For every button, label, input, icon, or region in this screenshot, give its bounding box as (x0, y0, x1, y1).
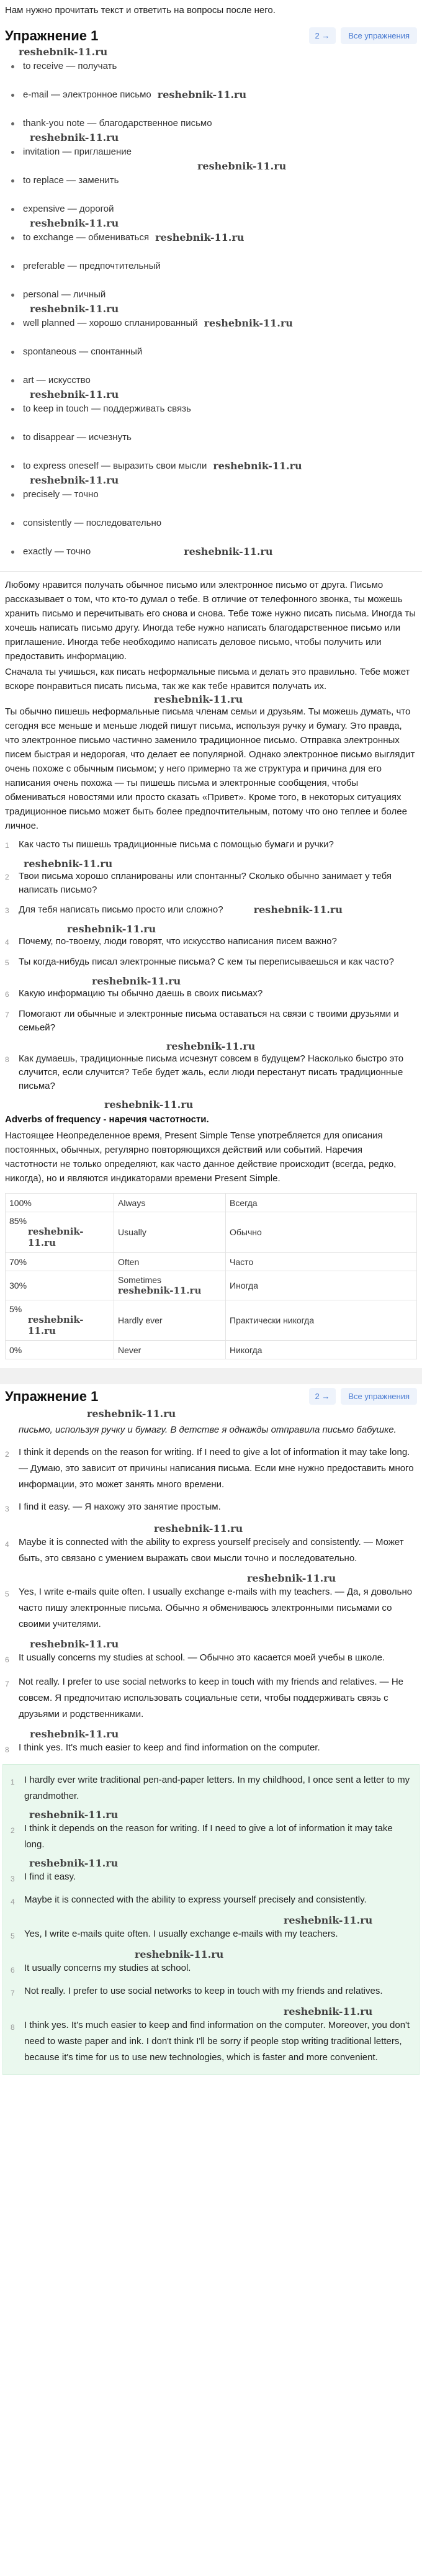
vocab-item: to exchange — обмениваться reshebnik-11.ru (11, 229, 417, 246)
table-row (6, 1212, 417, 1253)
vocab-item: invitation — приглашение (11, 143, 417, 161)
percent-cell: 85% reshebnik-11.ru (6, 1212, 114, 1253)
table-row (6, 1194, 417, 1212)
questions-list (0, 834, 422, 1110)
translation-paragraph: Сначала ты учишься, как писать неформальные письма и делать это правильно. Тебе может вскоре понравиться писать письма, так же как тебе нравится получать их. (5, 667, 410, 691)
answer-item: 3 I find it easy. — Я нахожу это занятие простым. (5, 1502, 221, 1513)
adverb-cell: Usually (114, 1212, 226, 1253)
english-answers-panel (2, 1764, 420, 2075)
bullet-icon (11, 65, 14, 68)
answer-item: 6 It usually concerns my studies at school. — Обычно это касается моей учебы в школе. (5, 1652, 385, 1664)
vocab-item: to receive — получать (11, 58, 417, 75)
vocab-item: precisely — точно (11, 486, 417, 503)
bullet-icon (11, 522, 14, 525)
vocab-item: exactly — точно reshebnik-11.ru (11, 543, 417, 561)
vocab-spacer (11, 246, 417, 258)
table-row (6, 1271, 417, 1300)
bullet-icon (11, 94, 14, 97)
vocab-spacer (11, 332, 417, 343)
watermark: reshebnik-11.ru (118, 1285, 202, 1296)
vocab-item: well planned — хорошо спланированный reshebnik-11.ru (11, 315, 417, 332)
watermark: reshebnik-11.ru (30, 1638, 119, 1650)
watermark: reshebnik-11.ru (157, 89, 247, 101)
next-exercise-button[interactable]: 2 → (309, 27, 336, 44)
vocab-item: to replace — заменить (11, 172, 417, 189)
exercise-header (0, 1384, 422, 1408)
watermark: reshebnik-11.ru (87, 1408, 176, 1420)
vocab-spacer (11, 446, 417, 457)
english-answers-list (6, 1770, 416, 2066)
section-divider (0, 561, 422, 572)
watermark: reshebnik-11.ru (197, 160, 287, 172)
question-item: 3 Для тебя написать письмо просто или сложно? reshebnik-11.ru (5, 903, 417, 917)
bullet-icon (11, 436, 14, 439)
vocab-item: expensive — дорогой (11, 200, 417, 218)
watermark: reshebnik-11.ru (30, 474, 119, 486)
vocab-item: to disappear — исчезнуть (11, 429, 417, 446)
watermark: reshebnik-11.ru (29, 1857, 119, 1869)
vocab-item: to express oneself — выразить свои мысли reshebnik-11.ru (11, 457, 417, 475)
vocab-spacer (11, 75, 417, 86)
intro-text: Нам нужно прочитать текст и ответить на вопросы после него. (5, 5, 276, 16)
vocab-item: thank-you note — благодарственное письмо (11, 115, 417, 132)
watermark: reshebnik-11.ru (30, 303, 119, 315)
watermark: reshebnik-11.ru (184, 546, 273, 557)
watermark: reshebnik-11.ru (104, 1099, 194, 1110)
bullet-icon (11, 379, 14, 382)
bullet-icon (11, 122, 14, 125)
translation-cell: Иногда (226, 1271, 417, 1300)
bullet-icon (11, 208, 14, 211)
adverb-cell: Always (114, 1194, 226, 1212)
watermark: reshebnik-11.ru (284, 1914, 373, 1926)
translation-cell: Никогда (226, 1341, 417, 1359)
answer-item: 4 Maybe it is connected with the ability to express yourself precisely and consistently. (11, 1894, 367, 1906)
exercise-header (0, 22, 422, 47)
bullet-icon (11, 465, 14, 468)
watermark: reshebnik-11.ru (166, 1040, 256, 1052)
translation-cell: Практически никогда (226, 1300, 417, 1341)
all-exercises-button[interactable]: Все упражнения (341, 27, 417, 44)
bullet-icon (11, 322, 14, 325)
answer-item: 1 I hardly ever write traditional pen-and-paper letters. In my childhood, I once sent a letter to my grandmother. (11, 1775, 410, 1801)
frequency-table (5, 1193, 417, 1359)
question-item: 2 Твои письма хорошо спланированы или спонтанны? Сколько обычно занимает у тебя написать письмо? (5, 871, 392, 895)
translation-cell: Всегда (226, 1194, 417, 1212)
bullet-icon (11, 551, 14, 554)
bullet-icon (11, 236, 14, 240)
translation-text (0, 578, 422, 833)
vocab-item: personal — личный (11, 286, 417, 304)
next-exercise-button[interactable]: 2 → (309, 1388, 336, 1405)
watermark: reshebnik-11.ru (154, 693, 243, 705)
watermark: reshebnik-11.ru (92, 975, 181, 987)
answer-item: 2 I think it depends on the reason for writing. If I need to give a lot of information it may take long. (11, 1823, 393, 1850)
exercise-controls (309, 27, 417, 44)
watermark: reshebnik-11.ru (154, 1523, 243, 1534)
answer-item: 3 I find it easy. (11, 1871, 76, 1883)
bullet-icon (11, 265, 14, 268)
vocab-spacer (11, 275, 417, 286)
bullet-icon (11, 151, 14, 154)
vocab-item: art — искусство (11, 372, 417, 389)
vocab-spacer (11, 503, 417, 515)
adverb-cell: Sometimes reshebnik-11.ru (114, 1271, 226, 1300)
bullet-icon (11, 408, 14, 411)
answer-item: 6 It usually concerns my studies at school. (11, 1963, 191, 1975)
bullet-icon (11, 493, 14, 497)
bullet-icon (11, 351, 14, 354)
watermark: reshebnik-11.ru (28, 1314, 84, 1336)
percent-cell: 100% (6, 1194, 114, 1212)
answer-item: 5 Yes, I write e-mails quite often. I usually exchange e-mails with my teachers. (11, 1929, 338, 1940)
watermark: reshebnik-11.ru (135, 1948, 224, 1960)
watermark: reshebnik-11.ru (213, 460, 302, 472)
table-row (6, 1253, 417, 1271)
adverbs-title: Adverbs of frequency - наречия частотности. (5, 1114, 209, 1125)
adverb-cell: Never (114, 1341, 226, 1359)
vocab-item: spontaneous — спонтанный (11, 343, 417, 361)
translation-cell: Часто (226, 1253, 417, 1271)
percent-cell: 0% (6, 1341, 114, 1359)
watermark: reshebnik-11.ru (284, 2006, 373, 2017)
watermark: reshebnik-11.ru (28, 1226, 84, 1248)
translation-cell: Обычно (226, 1212, 417, 1253)
question-item: 4 Почему, по-твоему, люди говорят, что искусство написания писем важно? (5, 936, 337, 947)
vocab-item: e-mail — электронное письмо reshebnik-11.ru (11, 86, 417, 104)
question-item: 8 Как думаешь, традиционные письма исчезнут совсем в будущем? Насколько быстро это случится, если случится? Тебе будет жаль, если люди перестанут писать традиционные письма? (5, 1053, 404, 1091)
watermark: reshebnik-11.ru (30, 389, 119, 400)
adverb-cell: Often (114, 1253, 226, 1271)
percent-cell: 70% (6, 1253, 114, 1271)
percent-cell: 30% (6, 1271, 114, 1300)
watermark: reshebnik-11.ru (30, 217, 119, 229)
translation-paragraph: Любому нравится получать обычное письмо или электронное письмо от друга. Письмо рассказывает о том, что кто-то думал о тебе. В отличие от телефонного звонка, ты можешь хранить письмо и перечитывать его снова и снова. Тебе тоже нужно писать письма. Иногда ты хочешь написать письмо другу. Иногда тебе нужно написать благодарственное письмо или приглашение. Иногда тебе необходимо написать деловое письмо, чтобы получить или предоставить информацию. (5, 580, 416, 662)
answer-item: 5 Yes, I write e-mails quite often. I usually exchange e-mails with my teachers. — Да, я довольно часто пишу электронные письма. Обычно я обмениваюсь электронными письмами со своими учителями. (5, 1587, 413, 1629)
question-item: 5 Ты когда-нибудь писал электронные письма? С кем ты переписываешься и как часто? (5, 957, 394, 967)
vocab-item: consistently — последовательно (11, 515, 417, 532)
answer-item: 8 I think yes. It's much easier to keep and find information on the computer. Moreover, you don't need to waste paper and ink. I don't think I'll be sorry if people stop writing traditional letters, because it's time for us to use new technologies, which is faster and more convenient. (11, 2020, 410, 2063)
watermark: reshebnik-11.ru (67, 923, 156, 935)
table-row (6, 1341, 417, 1359)
bullet-icon (11, 294, 14, 297)
section-separator (0, 1368, 422, 1384)
answer-item: 2 I think it depends on the reason for writing. If I need to give a lot of information it may take long. — Думаю, это зависит от причины написания письма. Если мне нужно предоставить много информации, это может занять много времени. (5, 1447, 414, 1490)
vocab-spacer (11, 104, 417, 115)
question-item: 1 Как часто ты пишешь традиционные письма с помощью бумаги и ручки? (5, 839, 334, 850)
watermark: reshebnik-11.ru (30, 132, 119, 143)
all-exercises-button[interactable]: Все упражнения (341, 1388, 417, 1405)
answer-item: письмо, используя ручку и бумагу. В детстве я однажды отправила письмо бабушке. (19, 1425, 397, 1435)
watermark: reshebnik-11.ru (253, 904, 343, 916)
vocab-list (0, 58, 422, 561)
exercise-controls (309, 1388, 417, 1405)
exercise-title: Упражнение 1 (5, 27, 99, 43)
adverbs-description: Настоящее Неопределенное время, Present Simple Tense употребляется для описания постоянных, обычных, регулярно повторяющихся действий или событий. Наречия частотности не только определяют, как часто данное действие происходит (всегда, редко, никогда), но и являются индикаторами времени Present Simple. (5, 1130, 397, 1184)
watermark: reshebnik-11.ru (247, 1572, 336, 1584)
answer-item: 7 Not really. I prefer to use social networks to keep in touch with my friends and relatives. — Не совсем. Я предпочитаю использовать социальные сети, чтобы поддерживать связь с друзьями и родственниками. (5, 1677, 403, 1719)
translation-paragraph: Ты обычно пишешь неформальные письма членам семьи и друзьям. Ты можешь думать, что сегодня все меньше и меньше людей пишут письма, используя ручку и бумагу. Это правда, что электронное письмо частично заменило традиционное письмо. Отправка электронных писем быстрая и недорогая, что делает ее популярной. Однако электронное письмо выглядит очень похоже с обычным письмом; у него примерно та же структура и причина для его написания очень похожа — ты пишешь письма и электронные сообщения, чтобы обмениваться новостями или просто сказать «Привет». Кроме того, в некоторых ситуациях традиционное письмо может быть более предпочтительным, потому что оно теплее и более личное. (5, 706, 415, 831)
answers-list (0, 1420, 422, 1758)
question-item: 7 Помогают ли обычные и электронные письма оставаться на связи с твоими друзьями и семьей? (5, 1009, 399, 1033)
vocab-spacer (11, 189, 417, 200)
vocab-spacer (11, 418, 417, 429)
adverb-cell: Hardly ever (114, 1300, 226, 1341)
vocab-item: preferable — предпочтительный (11, 258, 417, 275)
watermark: reshebnik-11.ru (24, 858, 113, 870)
percent-cell: 5% reshebnik-11.ru (6, 1300, 114, 1341)
vocab-spacer (11, 361, 417, 372)
vocab-spacer (11, 532, 417, 543)
watermark: reshebnik-11.ru (30, 1728, 119, 1740)
question-item: 6 Какую информацию ты обычно даешь в своих письмах? (5, 988, 263, 999)
watermark: reshebnik-11.ru (204, 317, 293, 329)
answer-item: 8 I think yes. It's much easier to keep and find information on the computer. (5, 1742, 320, 1754)
exercise-title: Упражнение 1 (5, 1388, 99, 1404)
answer-item: 4 Maybe it is connected with the ability to express yourself precisely and consistently. — Может быть, это связано с умением выражать свои мысли точно и последовательно. (5, 1537, 404, 1564)
watermark: reshebnik-11.ru (155, 232, 245, 243)
table-row (6, 1300, 417, 1341)
answer-item: 7 Not really. I prefer to use social networks to keep in touch with my friends and relatives. (11, 1986, 383, 1997)
watermark: reshebnik-11.ru (19, 46, 108, 58)
watermark: reshebnik-11.ru (29, 1809, 119, 1821)
bullet-icon (11, 179, 14, 182)
vocab-item: to keep in touch — поддерживать связь (11, 400, 417, 418)
